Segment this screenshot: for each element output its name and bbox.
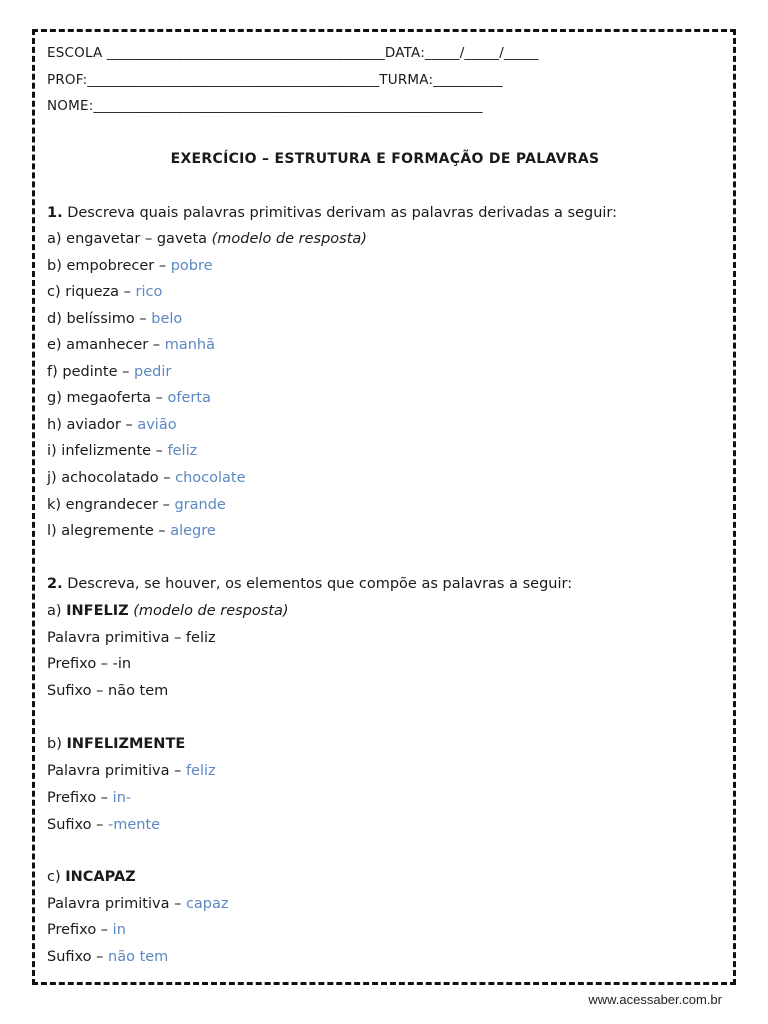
- q2-b-word: INFELIZMENTE: [66, 736, 186, 752]
- question-2-number: 2.: [47, 576, 63, 592]
- q1-item-a-text: a) engavetar – gaveta: [47, 231, 212, 247]
- q1-item-d-text: d) belíssimo –: [47, 311, 152, 327]
- q2-a-heading: [47, 602, 289, 620]
- q2-c-primitive-answer: capaz: [185, 896, 229, 912]
- q1-item-g: [47, 389, 211, 407]
- q2-b-prefixo-label: Prefixo –: [47, 790, 113, 806]
- q1-item-c: [47, 283, 162, 301]
- q2-b-sufixo-label: Sufixo –: [47, 817, 109, 833]
- question-1-prompt: [47, 204, 617, 222]
- q2-a-primitive: Palavra primitiva – feliz: [47, 630, 216, 646]
- q1-item-g-text: g) megaoferta –: [47, 390, 168, 406]
- q1-item-f: [47, 363, 171, 381]
- q1-item-a: [47, 230, 367, 248]
- q2-c-sufixo-answer: não tem: [108, 949, 169, 965]
- q2-c-primitive: [47, 895, 229, 913]
- q1-item-i-text: i) infelizmente –: [47, 443, 168, 459]
- q2-b-sufixo: [47, 816, 160, 834]
- q1-item-j-text: j) achocolatado –: [47, 470, 176, 486]
- q1-item-k: [47, 496, 226, 514]
- q1-item-b-answer: pobre: [170, 258, 213, 274]
- header-prof-line: PROF:__________________________________________TURMA:__________: [47, 72, 503, 88]
- q1-item-f-text: f) pedinte –: [47, 364, 134, 380]
- q1-item-g-answer: oferta: [167, 390, 211, 406]
- q2-c-prefixo-label: Prefixo –: [47, 922, 113, 938]
- q1-item-h-answer: avião: [137, 417, 177, 433]
- q1-item-e: [47, 336, 215, 354]
- question-2-text: Descreva, se houver, os elementos que compõe as palavras a seguir:: [62, 576, 573, 592]
- q2-b-prefixo-answer: in-: [112, 790, 132, 806]
- question-1-text: Descreva quais palavras primitivas derivam as palavras derivadas a seguir:: [62, 205, 618, 221]
- q2-c-word: INCAPAZ: [65, 869, 136, 885]
- q2-b-sufixo-answer: -mente: [108, 817, 161, 833]
- page-title: EXERCÍCIO – ESTRUTURA E FORMAÇÃO DE PALAVRAS: [170, 151, 600, 167]
- q2-b-prefix: b): [47, 736, 67, 752]
- q1-item-h: [47, 416, 177, 434]
- q1-item-d: [47, 310, 182, 328]
- q2-c-prefixo-answer: in: [112, 922, 126, 938]
- q1-item-j-answer: chocolate: [175, 470, 246, 486]
- q2-b-primitive: [47, 762, 216, 780]
- q1-item-k-answer: grande: [174, 497, 226, 513]
- q1-item-f-answer: pedir: [134, 364, 172, 380]
- q2-a-word: INFELIZ: [66, 603, 129, 619]
- q2-a-sufixo: Sufixo – não tem: [47, 683, 169, 699]
- q2-c-heading: [47, 868, 136, 886]
- q2-c-sufixo-label: Sufixo –: [47, 949, 109, 965]
- q2-a-prefixo: Prefixo – -in: [47, 656, 132, 672]
- q2-a-hint: (modelo de resposta): [128, 603, 289, 619]
- q2-b-heading: [47, 735, 185, 753]
- q1-item-e-text: e) amanhecer –: [47, 337, 165, 353]
- q2-c-primitive-label: Palavra primitiva –: [47, 896, 186, 912]
- header-nome-line: NOME:________________________________________________________: [47, 98, 483, 114]
- q2-b-primitive-answer: feliz: [185, 763, 216, 779]
- q2-a-prefix: a): [47, 603, 67, 619]
- q2-c-prefix: c): [47, 869, 66, 885]
- q2-b-prefixo: [47, 789, 131, 807]
- q1-item-k-text: k) engrandecer –: [47, 497, 175, 513]
- footer-website: www.acessaber.com.br: [588, 992, 722, 1007]
- q1-item-d-answer: belo: [151, 311, 183, 327]
- q1-item-b-text: b) empobrecer –: [47, 258, 171, 274]
- q1-item-c-text: c) riqueza –: [47, 284, 136, 300]
- q2-c-prefixo: [47, 921, 126, 939]
- header-escola-line: ESCOLA ________________________________________DATA:_____/_____/_____: [47, 45, 539, 61]
- q2-c-sufixo: [47, 948, 168, 966]
- q1-item-b: [47, 257, 213, 275]
- q1-item-c-answer: rico: [135, 284, 163, 300]
- q1-item-i: [47, 442, 197, 460]
- q1-item-i-answer: feliz: [167, 443, 198, 459]
- q1-item-l-text: l) alegremente –: [47, 523, 171, 539]
- q1-item-e-answer: manhã: [164, 337, 215, 353]
- q1-item-a-hint: (modelo de resposta): [211, 231, 367, 247]
- question-1-number: 1.: [47, 205, 63, 221]
- q1-item-l: [47, 522, 216, 540]
- q1-item-l-answer: alegre: [170, 523, 216, 539]
- q1-item-j: [47, 469, 246, 487]
- question-2-prompt: [47, 575, 572, 593]
- q2-b-primitive-label: Palavra primitiva –: [47, 763, 186, 779]
- q1-item-h-text: h) aviador –: [47, 417, 138, 433]
